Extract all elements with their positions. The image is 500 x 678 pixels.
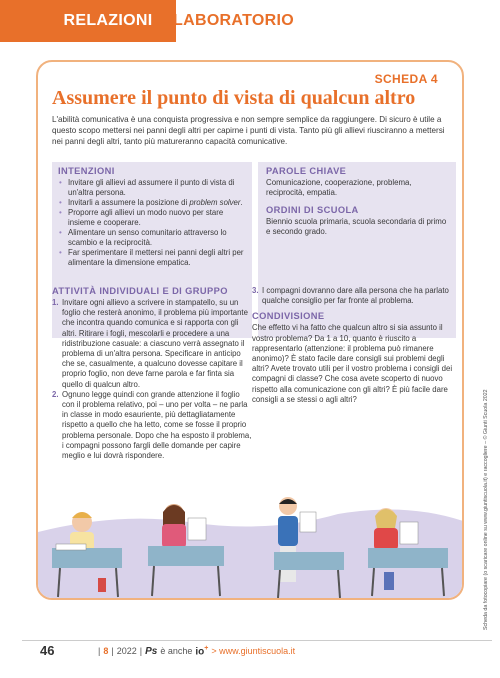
worksheet-card [36, 60, 464, 600]
condivisione-text: Che effetto vi ha fatto che qualcun altro si sia assunto il vostro problema? Da 1 a 10, quanto è riuscito a rappresentarlo (attenzione: il problema può rimanere anonimo)? È stato facile dare consigli sui problemi degli altri? Avete trovato utili per il vostro problema i consigli dei compagni di classe? Che cosa avete scoperto di nuovo rispetto alla comunicazione con gli altri? È più facile dare consigli a se stessi o agli altri? [252, 323, 453, 404]
ordini-heading: ORDINI DI SCUOLA [266, 204, 359, 215]
bullet-icon: • [59, 248, 62, 257]
intenzioni-heading: INTENZIONI [58, 166, 115, 176]
attivita-list [52, 298, 252, 461]
section-tab-relazioni [0, 0, 176, 42]
io-plus: + [204, 645, 209, 652]
list-item-text: Invitarli a assumere la posizione di problem solver. [68, 198, 243, 207]
parole-chiave-text: Comunicazione, cooperazione, problema, reciprocità, empatia. [266, 178, 412, 198]
section-tab-laboratorio [173, 0, 294, 42]
attivita-list-continued [252, 286, 458, 306]
copyright-text: Scheda da fotocopiare (o scaricare online su www.giuntiscuola.it) e raccogliere – © Giunti Scuola 2022 [483, 389, 489, 630]
io-logo-text: io [195, 646, 205, 658]
list-item [58, 198, 246, 208]
footer-info [98, 645, 295, 657]
separator: | [139, 646, 143, 657]
page-number: 46 [40, 643, 55, 658]
list-number: 3. [252, 286, 259, 295]
separator: | [98, 646, 101, 657]
list-item [252, 286, 458, 306]
bullet-icon: • [59, 198, 62, 207]
list-item-text: Alimentare un senso comunitario attraverso lo scambio e la reciprocità. [68, 228, 227, 247]
e-anche-text: è anche [160, 646, 193, 657]
bullet-icon: • [59, 228, 62, 237]
list-number: 1. [52, 298, 59, 307]
page-title: Assumere il punto di vista di qualcun altro [52, 87, 416, 109]
list-item-text: Ognuno legge quindi con grande attenzione il foglio con il problema relativo, poi – uno per volta – ne parla in classe in modo esauriente, più dettagliatamente rispetto a quello che ha letto, come se fosse il proprio problema personale. Dopo che ha esposto il problema, i compagni possono fargli delle domande per capire meglio e lui dovrà rispondere. [62, 389, 252, 461]
list-item [52, 390, 252, 461]
students-illustration [38, 492, 464, 600]
emphasis-text: problem solver [189, 198, 241, 207]
list-item [58, 228, 246, 248]
issue-number: 8 [103, 646, 109, 657]
list-item-text: Proporre agli allievi un modo nuovo per stare insieme e cooperare. [68, 208, 224, 227]
intro-text: L'abilità comunicativa è una conquista progressiva e non sempre semplice da raggiungere. Di sicuro è utile a questo scopo mettersi nei panni degli altri per capirne i punti di vista. Tanto più gli allievi riusciranno a mettersi nei panni degli altri, tanto più matureranno capacità comunicative. [52, 115, 445, 146]
attivita-column [52, 286, 252, 461]
ordini-text: Biennio scuola primaria, scuola secondaria di primo e secondo grado. [266, 216, 447, 237]
list-item-text: Invitare gli allievi ad assumere il punto di vista di un'altra persona. [68, 178, 235, 197]
scheda-label: SCHEDA 4 [374, 72, 438, 86]
condivisione-column [252, 286, 458, 405]
parole-chiave-heading: PAROLE CHIAVE [266, 166, 347, 176]
bullet-icon: • [59, 178, 62, 187]
intenzioni-list [58, 178, 246, 268]
list-item [58, 178, 246, 198]
separator: | [111, 646, 114, 657]
list-item [52, 298, 252, 390]
website-link[interactable]: > www.giuntiscuola.it [211, 646, 296, 657]
list-item-text: Far sperimentare il mettersi nei panni degli altri per alimentare la dimensione empatica. [68, 248, 244, 267]
list-item-text: I compagni dovranno dare alla persona che ha parlato qualche consiglio per far fronte al problema. [262, 286, 449, 306]
list-number: 2. [52, 389, 59, 399]
list-item [58, 248, 246, 268]
bullet-icon: • [59, 208, 62, 217]
section-tab-relazioni-label: RELAZIONI [63, 12, 153, 29]
attivita-heading: ATTIVITÀ INDIVIDUALI E DI GRUPPO [52, 286, 228, 296]
list-item [58, 208, 246, 228]
io-logo [195, 645, 208, 657]
list-item-text: Invitare ogni allievo a scrivere in stampatello, su un foglio che resterà anonimo, il problema più importante che incontra quando comunica e si rapporta con gli altri. Ritirare i fogli, mescolarli e procedere a una ridistribuzione casuale: a ciascuno verrà assegnato il problema di un'altra persona. Specificare in anticipo che se, casualmente, a qualcuno dovesse capitare il proprio foglio, non deve farne parola e far finta sia quello di qualcun altro. [62, 298, 248, 389]
copyright-sidebar [483, 360, 495, 630]
condivisione-heading: CONDIVISIONE [252, 311, 325, 322]
issue-year: 2022 [116, 646, 137, 657]
ps-logo: Ps [145, 645, 158, 657]
footer-divider [22, 640, 492, 641]
section-tab-laboratorio-label: LABORATORIO [173, 12, 294, 29]
